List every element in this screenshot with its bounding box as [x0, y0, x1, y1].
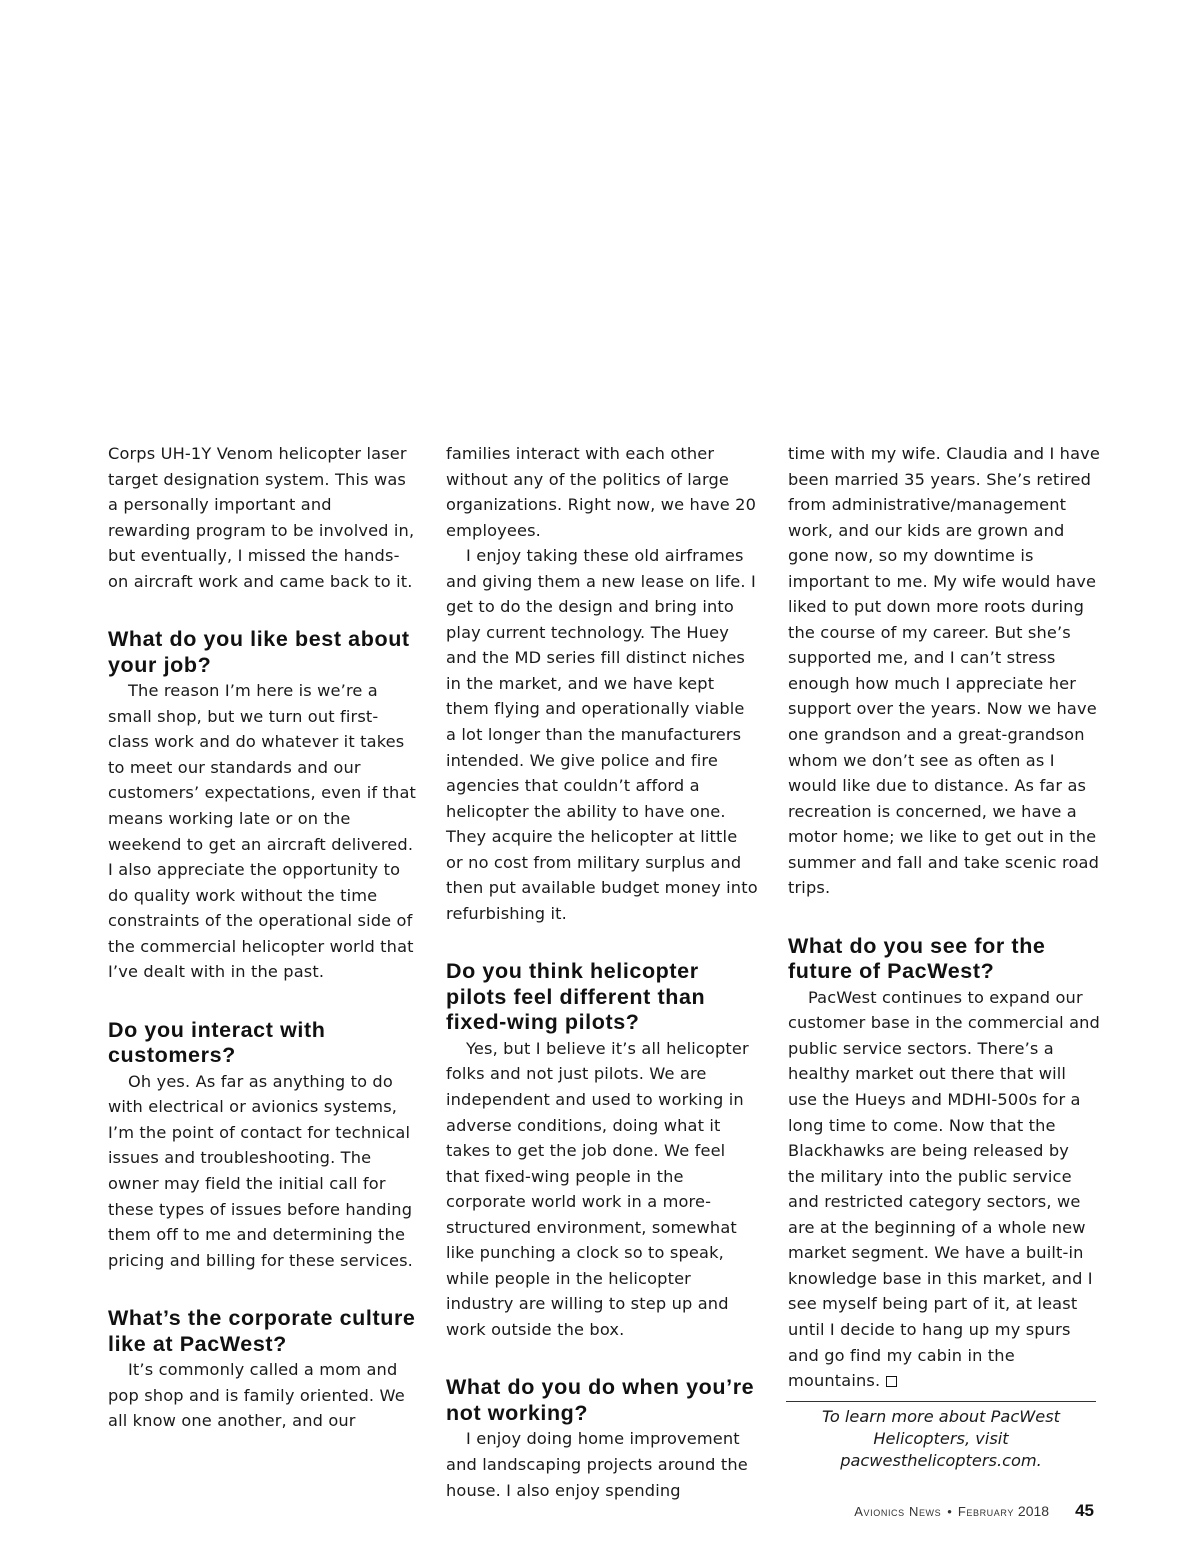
paragraph: Corps UH-1Y Venom helicopter laser target designation system. This was a personally important and rewarding program to be involved in, but eventually, I missed the hands-on aircraft work and came back to it.	[108, 444, 415, 591]
paragraph: Yes, but I believe it’s all helicopter folks and not just pilots. We are independent and used to working in adverse conditions, doing what it takes to get the job done. We feel that fixed-wing people in the corporate world work in a more-structured environment, somewhat like punching a clock so to speak, while people in the helicopter industry are willing to step up and work outside the box.	[446, 1038, 749, 1339]
question-heading: What’s the corporate culture like at PacWest?	[108, 1306, 416, 1356]
publication-name: Avionics News	[854, 1504, 942, 1519]
separator-bullet: •	[947, 1504, 952, 1519]
paragraph-text: PacWest continues to expand our customer base in the commercial and public service sectors. There’s a healthy market out there that will use the Hueys and MDHI-500s for a long time to come. Now that the Blackhawks are being released by the military into the public service and restricted category sectors, we are at the beginning of a whole new market segment. We have a built-in knowledge base in this market, and I see myself being part of it, at least until I decide to hang up my spurs and go find my cabin in the mountains.	[788, 987, 1100, 1391]
question-heading: What do you like best about your job?	[108, 627, 410, 677]
paragraph: time with my wife. Claudia and I have been married 35 years. She’s retired from administrative/management work, and our kids are grown and gone now, so my downtime is important to me. My wife would have liked to put down more roots during the course of my career. But she’s supported me, and I can’t stress enough how much I appreciate her support over the years. Now we have one grandson and a great-grandson whom we don’t see as often as I would like due to distance. As far as recreation is concerned, we have a motor home; we like to get out in the summer and fall and take scenic road trips.	[788, 444, 1100, 898]
more-info-note	[786, 1406, 1096, 1472]
paragraph: It’s commonly called a mom and pop shop and is family oriented. We all know one another, and our	[108, 1360, 405, 1431]
issue-year: 2018	[1017, 1503, 1050, 1519]
question-heading: Do you think helicopter pilots feel different than fixed-wing pilots?	[446, 959, 706, 1035]
question-heading: What do you see for the future of PacWest?	[788, 933, 1046, 984]
article-column-1	[108, 441, 418, 1434]
issue-month: February	[957, 1504, 1014, 1519]
paragraph: Oh yes. As far as anything to do with electrical or avionics systems, I’m the point of contact for technical issues and troubleshooting. The owner may field the initial call for these types of issues before handing them off to me and determining the pricing and billing for these services.	[108, 1071, 413, 1270]
question-heading: Do you interact with customers?	[108, 1017, 326, 1068]
website-link[interactable]: pacwesthelicopters.com.	[840, 1451, 1042, 1470]
page-number: 45	[1075, 1501, 1094, 1520]
more-info-line: Helicopters, visit	[873, 1429, 1009, 1448]
page-footer	[854, 1501, 1094, 1521]
article-column-3	[788, 441, 1100, 1394]
question-heading: What do you do when you’re not working?	[446, 1375, 755, 1425]
paragraph: I enjoy doing home improvement and landscaping projects around the house. I also enjoy spending	[446, 1429, 748, 1500]
paragraph: I enjoy taking these old airframes and giving them a new lease on life. I get to do the design and bring into play current technology. The Huey and the MD series fill distinct niches in the market, and we have kept them flying and operationally viable a lot longer than the manufacturers intended. We give police and fire agencies that couldn’t afford a helicopter the ability to have one. They acquire the helicopter at little or no cost from military surplus and then put available budget money into refurbishing it.	[446, 546, 758, 923]
paragraph: The reason I’m here is we’re a small shop, but we turn out first-class work and do whatever it takes to meet our standards and our customers’ expectations, even if that means working late or on the weekend to get an aircraft delivered. I also appreciate the opportunity to do quality work without the time constraints of the operational side of the commercial helicopter world that I’ve dealt with in the past.	[108, 681, 417, 982]
end-of-article-icon	[886, 1376, 897, 1387]
more-info-line: To learn more about PacWest	[822, 1407, 1060, 1426]
sidebar-divider	[786, 1401, 1096, 1402]
article-column-2	[446, 441, 758, 1503]
paragraph: families interact with each other without any of the politics of large organizations. Right now, we have 20 employees.	[446, 444, 757, 540]
paragraph	[788, 985, 1100, 1394]
